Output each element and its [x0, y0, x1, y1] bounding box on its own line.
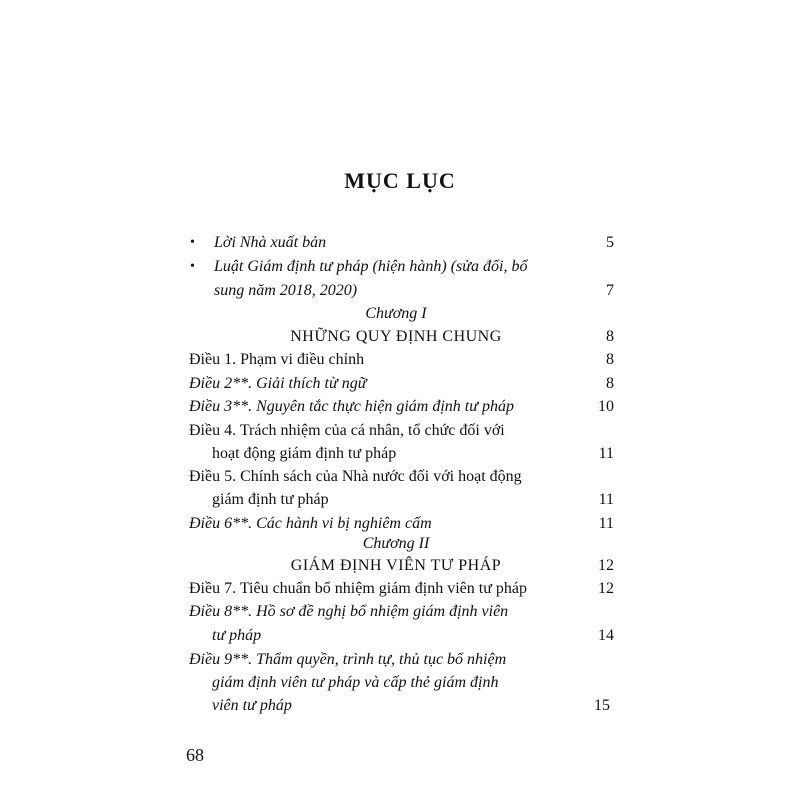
toc-entry-title-cont: giám định viên tư pháp và cấp thẻ giám định — [212, 674, 499, 691]
bullet-icon: • — [190, 259, 195, 274]
toc-entry-title: Điều 9**. Thẩm quyền, trình tự, thủ tục bổ nhiệm — [189, 651, 507, 668]
toc-entry-page: 15 — [594, 697, 610, 714]
page-title: MỤC LỤC — [344, 168, 456, 193]
page-number: 68 — [186, 745, 204, 765]
toc-entry-title: Điều 2**. Giải thích từ ngữ — [189, 375, 367, 392]
chapter-heading: Chương I — [365, 305, 427, 322]
toc-entry-page: 8 — [606, 328, 614, 345]
toc-entry-page: 11 — [598, 515, 614, 532]
toc-entry-page: 8 — [606, 351, 614, 368]
toc-entry-page: 8 — [606, 375, 614, 392]
chapter-heading: Chương II — [362, 535, 430, 552]
toc-entry-title: Lời Nhà xuất bản — [214, 234, 327, 251]
toc-entry-page: 11 — [598, 491, 614, 508]
toc-entry-title: Điều 8**. Hồ sơ đề nghị bổ nhiệm giám định viên — [189, 603, 509, 620]
toc-entry-page: 12 — [598, 580, 614, 597]
toc-entry-title-cont: giám định tư pháp — [212, 491, 329, 508]
toc-entry-title: Luật Giám định tư pháp (hiện hành) (sửa đổi, bổ — [214, 258, 528, 275]
toc-entry-title-cont: viên tư pháp — [212, 697, 292, 714]
toc-entry-title: Điều 5. Chính sách của Nhà nước đối với hoạt động — [189, 468, 522, 485]
toc-entry-title: Điều 3**. Nguyên tắc thực hiện giám định tư pháp — [189, 398, 514, 415]
toc-entry-page: 10 — [598, 398, 614, 415]
toc-entry-page: 14 — [598, 627, 614, 644]
toc-entry-title-cont: hoạt động giám định tư pháp — [212, 445, 397, 462]
toc-entry-page: 11 — [598, 445, 614, 462]
toc-entry-title: Điều 7. Tiêu chuẩn bổ nhiệm giám định viên tư pháp — [189, 580, 527, 597]
toc-entry-page: 12 — [598, 557, 614, 574]
section-heading: GIÁM ĐỊNH VIÊN TƯ PHÁP — [290, 557, 502, 574]
toc-entry-title: Điều 4. Trách nhiệm của cá nhân, tổ chức đối với — [189, 422, 505, 439]
toc-entry-title: Điều 6**. Các hành vi bị nghiêm cấm — [189, 515, 432, 532]
bullet-icon: • — [190, 235, 195, 250]
toc-entry-title: Điều 1. Phạm vi điều chỉnh — [189, 351, 365, 368]
toc-entry-page: 5 — [606, 234, 614, 251]
toc-entry-page: 7 — [606, 282, 614, 299]
toc-entry-title-cont: tư pháp — [212, 627, 262, 644]
section-heading: NHỮNG QUY ĐỊNH CHUNG — [290, 328, 502, 345]
toc-entry-title-cont: sung năm 2018, 2020) — [214, 282, 358, 299]
